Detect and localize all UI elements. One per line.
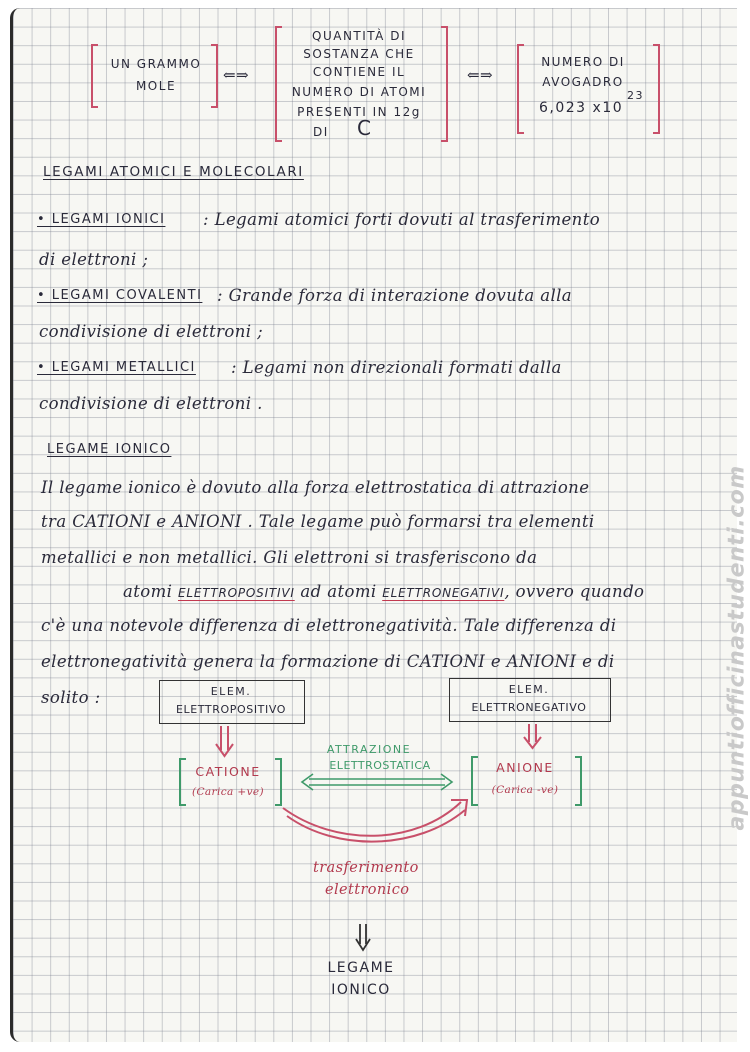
- bracket-right-3: [653, 44, 660, 134]
- box2-line2: SOSTANZA CHE: [303, 47, 415, 61]
- equivalence-arrow-2: ⇐⇒: [467, 66, 493, 84]
- result-line1: LEGAME: [327, 960, 395, 976]
- section2-title: LEGAME IONICO: [47, 442, 172, 457]
- line4-text-a: atomi: [123, 582, 178, 601]
- attraction-line1: ATTRAZIONE: [326, 743, 412, 756]
- box3-line2: AVOGADRO: [542, 75, 624, 89]
- item3-line1: : Legami non direzionali formati dalla: [231, 358, 562, 377]
- left-box-line1: ELEM.: [210, 685, 252, 698]
- left-down-arrow-icon: [213, 724, 237, 760]
- watermark: appuntiofficinastudenti.com: [724, 465, 750, 831]
- electronegative-term: ELETTRONEGATIVI: [382, 586, 505, 600]
- section2-line2: tra CATIONI e ANIONI . Tale legame può formarsi tra elementi: [41, 512, 595, 531]
- result-line2: IONICO: [331, 982, 391, 998]
- box1-line1: UN GRAMMO: [110, 57, 202, 71]
- anion-bracket-right: [575, 756, 582, 806]
- curved-transfer-arrow-icon: [275, 790, 475, 850]
- avogadro-value: 6,023 x10: [539, 100, 624, 116]
- box2-carbon: C: [357, 116, 373, 140]
- right-box-line1: ELEM.: [508, 683, 550, 696]
- item3-term: • LEGAMI METALLICI: [37, 360, 196, 375]
- transfer-line1: trasferimento: [313, 860, 419, 876]
- item2-line1: : Grande forza di interazione dovuta alla: [217, 286, 573, 305]
- box2-line1: QUANTITÀ DI: [312, 29, 406, 43]
- implies-down-arrow-icon: [353, 922, 375, 954]
- section2-line4: [123, 582, 644, 601]
- equivalence-arrow-1: ⇐⇒: [223, 66, 249, 84]
- bracket-left-1: [91, 44, 98, 108]
- transfer-line2: elettronico: [325, 882, 410, 898]
- bracket-right-2: [441, 26, 448, 142]
- item1-term: • LEGAMI IONICI: [37, 212, 166, 227]
- anion-label: ANIONE: [496, 760, 554, 775]
- section2-line1: Il legame ionico è dovuto alla forza elettrostatica di attrazione: [41, 478, 590, 497]
- section2-line6: elettronegatività genera la formazione di CATIONI e ANIONI e di: [41, 652, 615, 671]
- item2-term: • LEGAMI COVALENTI: [37, 288, 203, 303]
- box2-line4: NUMERO DI ATOMI: [291, 85, 427, 99]
- item3-line2: condivisione di elettroni .: [39, 394, 263, 413]
- electropositive-term: ELETTROPOSITIVI: [177, 586, 295, 600]
- attraction-line2: ELETTROSTATICA: [329, 759, 431, 772]
- cation-label: CATIONE: [195, 764, 261, 779]
- left-box-line2: ELETTROPOSITIVO: [175, 703, 287, 716]
- box3-line1: NUMERO DI: [541, 55, 625, 69]
- double-headed-arrow-icon: [299, 772, 455, 792]
- item1-line1: : Legami atomici forti dovuti al trasferimento: [203, 210, 601, 229]
- item2-line2: condivisione di elettroni ;: [39, 322, 264, 341]
- right-down-arrow-icon: [521, 722, 545, 752]
- section1-title: LEGAMI ATOMICI E MOLECOLARI: [43, 164, 304, 180]
- section2-line5: c'è una notevole differenza di elettronegatività. Tale differenza di: [41, 616, 617, 635]
- cation-charge: (Carica +ve): [191, 786, 265, 798]
- line4-text-e: , ovvero quando: [504, 582, 645, 601]
- avogadro-exponent: 23: [627, 89, 644, 102]
- box2-di: DI: [313, 125, 329, 139]
- box2-line3: CONTIENE IL: [312, 65, 406, 79]
- right-box-line2: ELETTRONEGATIVO: [471, 701, 587, 714]
- item1-line2: di elettroni ;: [39, 250, 149, 269]
- box2-line5: PRESENTI IN 12g: [297, 105, 421, 119]
- section2-line3: metallici e non metallici. Gli elettroni si trasferiscono da: [41, 548, 538, 567]
- bracket-right-1: [211, 44, 218, 108]
- line4-text-c: ad atomi: [294, 582, 383, 601]
- anion-charge: (Carica -ve): [491, 784, 559, 796]
- section2-line7: solito :: [41, 688, 101, 707]
- notebook-page: [10, 8, 750, 1042]
- box1-line2: MOLE: [135, 79, 177, 93]
